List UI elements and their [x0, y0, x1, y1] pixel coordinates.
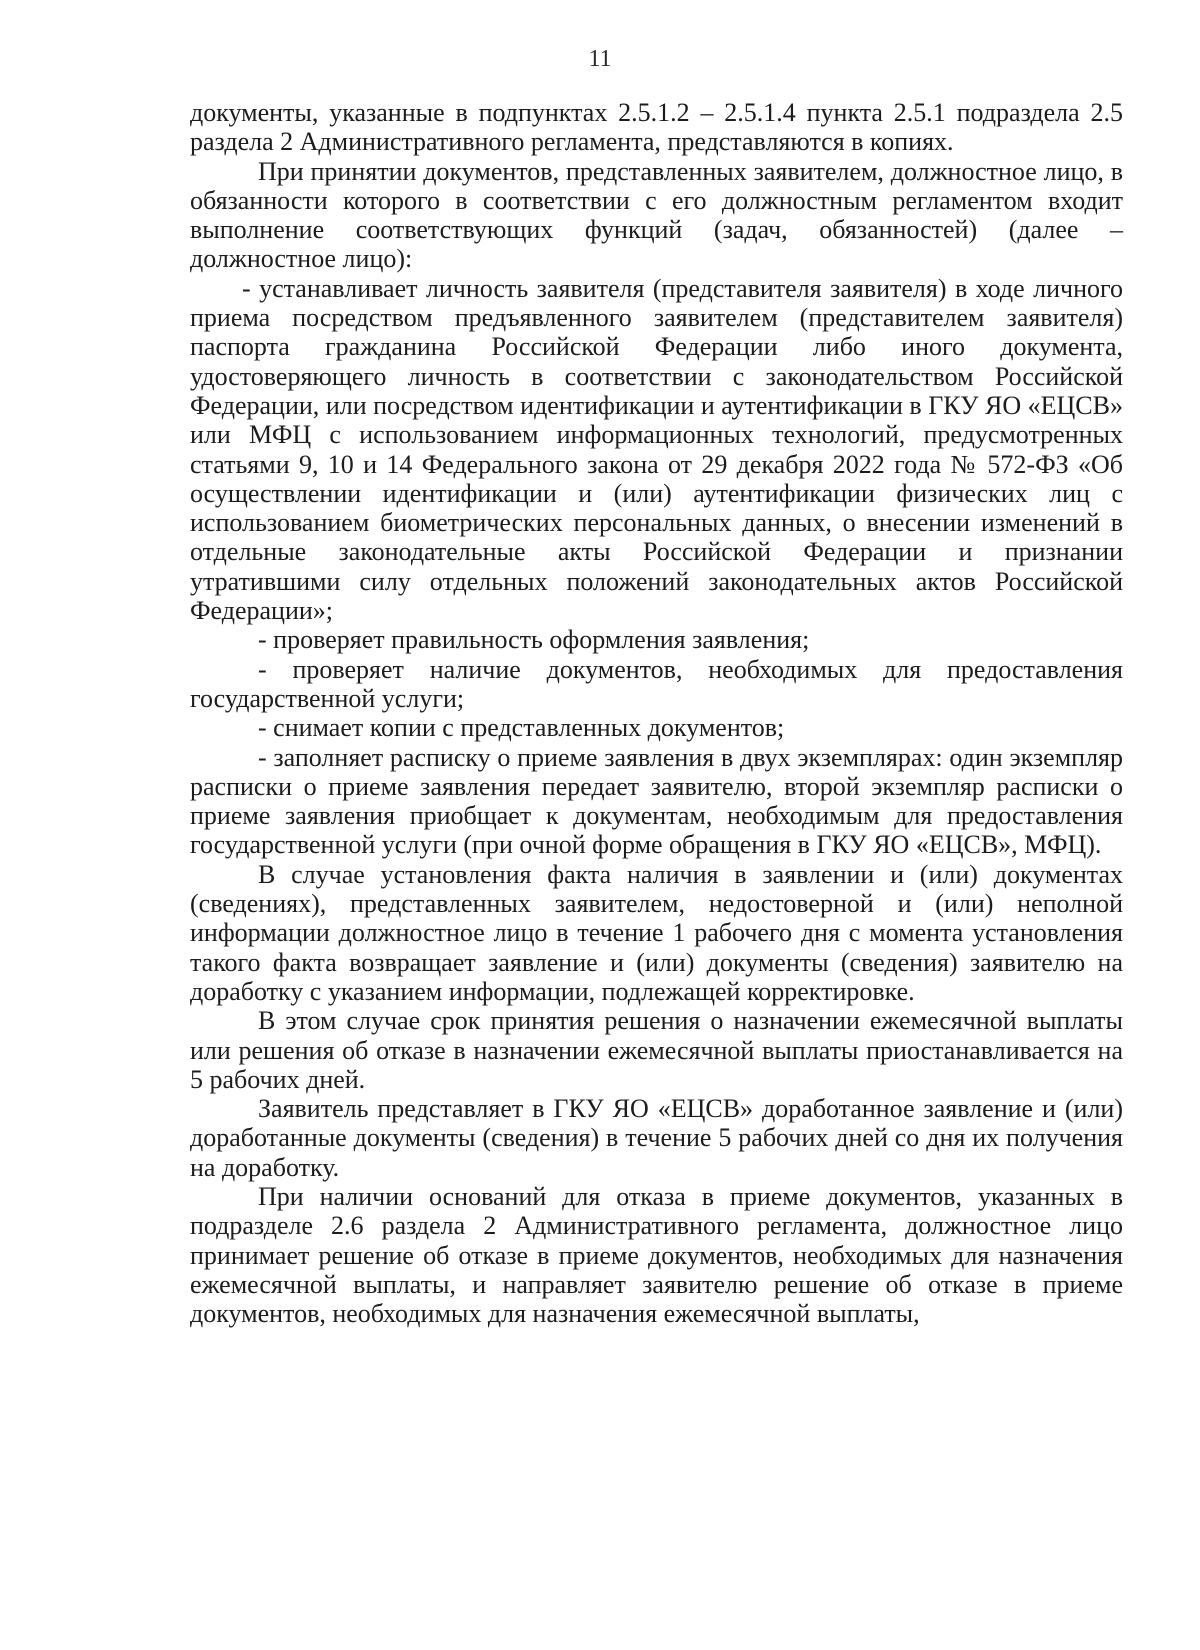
- paragraph-continuation: документы, указанные в подпунктах 2.5.1.2 – 2.5.1.4 пункта 2.5.1 подраздела 2.5 раздела 2 Административного регламента, представляются в копиях.: [190, 98, 1123, 157]
- list-item-identity-check: - устанавливает личность заявителя (представителя заявителя) в ходе личного приема посредством предъявленного заявителем (представителем заявителя) паспорта гражданина Российской Федерации либо иного документа, удостоверяющего личность в соответствии с законодательством Российской Федерации, или посредством идентификации и аутентификации в ГКУ ЯО «ЕЦСВ» или МФЦ с использованием информационных технологий, предусмотренных статьями 9, 10 и 14 Федерального закона от 29 декабря 2022 года № 572-ФЗ «Об осуществлении идентификации и (или) аутентификации физических лиц с использованием биометрических персональных данных, о внесении изменений в отдельные законодательные акты Российской Федерации и признании утратившими силу отдельных положений законодательных актов Российской Федерации»;: [190, 273, 1123, 626]
- page-number: 11: [588, 46, 612, 72]
- list-item-copies: - снимает копии с представленных документов;: [258, 713, 785, 743]
- paragraph-resubmission: Заявитель представляет в ГКУ ЯО «ЕЦСВ» доработанное заявление и (или) доработанные документы (сведения) в течение 5 рабочих дней со дня их получения на доработку.: [190, 1094, 1123, 1182]
- list-item-application-check: - проверяет правильность оформления заявления;: [258, 625, 810, 655]
- paragraph-incomplete-info: В случае установления факта наличия в заявлении и (или) документах (сведениях), представленных заявителем, недостоверной и (или) неполной информации должностное лицо в течение 1 рабочего дня с момента установления такого факта возвращает заявление и (или) документы (сведения) заявителю на доработку с указанием информации, подлежащей корректировке.: [190, 859, 1123, 1006]
- paragraph-refusal: При наличии оснований для отказа в приеме документов, указанных в подразделе 2.6 раздела 2 Административного регламента, должностное лицо принимает решение об отказе в приеме документов, необходимых для назначения ежемесячной выплаты, и направляет заявителю решение об отказе в приеме документов, необходимых для назначения ежемесячной выплаты,: [190, 1181, 1123, 1329]
- paragraph-suspension: В этом случае срок принятия решения о назначении ежемесячной выплаты или решения об отказе в назначении ежемесячной выплаты приостанавливается на 5 рабочих дней.: [190, 1006, 1123, 1094]
- document-body: [190, 98, 1123, 1328]
- list-item-documents-check: - проверяет наличие документов, необходимых для предоставления государственной услуги;: [190, 654, 1123, 713]
- list-item-receipt: - заполняет расписку о приеме заявления в двух экземплярах: один экземпляр расписки о приеме заявления передает заявителю, второй экземпляр расписки о приеме заявления приобщает к документам, необходимым для предоставления государственной услуги (при очной форме обращения в ГКУ ЯО «ЕЦСВ», МФЦ).: [190, 742, 1123, 860]
- paragraph-document-acceptance: При принятии документов, представленных заявителем, должностное лицо, в обязанности которого в соответствии с его должностным регламентом входит выполнение соответствующих функций (задач, обязанностей) (далее – должностное лицо):: [190, 156, 1123, 274]
